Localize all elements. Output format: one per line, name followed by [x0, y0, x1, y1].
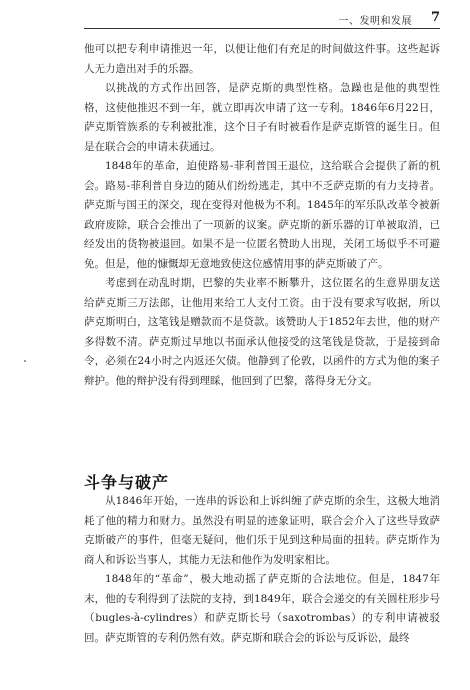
page-number: 7: [430, 10, 440, 25]
margin-mark: [24, 360, 26, 362]
section-heading: 斗争与破产: [84, 473, 170, 493]
paragraph: 1848年的“革命”，极大地动摇了萨克斯的合法地位。但是，1847年末，他的专利得到了法院的支持，到1849年，联合会递交的有关圆柱形步号（bugles-à-cylindres）和萨克斯长号（saxotrombas）的专利申请被驳回。萨克斯管的专利仍然有效。萨克斯和联合会的诉讼与反诉讼，最终: [84, 573, 440, 644]
section-text-block: [84, 492, 440, 648]
paragraph: 从1846年开始，一连串的诉讼和上诉纠缠了萨克斯的余生，这极大地消耗了他的精力和财力。虽然没有明显的迹象证明，联合会介入了这些导致萨克斯破产的事件，但毫无疑问，他们乐于见到这种局面的扭转。萨克斯作为商人和诉讼当事人，其能力无法和他作为发明家相比。: [84, 495, 440, 566]
top-text-block: [84, 40, 440, 391]
paragraph: 以挑战的方式作出回答，是萨克斯的典型性格。急躁也是他的典型性格，这使他推迟不到一年，就立即再次申请了这一专利。1846年6月22日，萨克斯管族系的专利被批准，这个日子有时被看作是萨克斯管的诞生日。但是在联合会的申请未获通过。: [84, 82, 440, 153]
header-rule: [84, 28, 440, 29]
running-head-section-title: 一、发明和发展: [338, 16, 412, 27]
running-head: [84, 10, 440, 26]
paragraph-continued: 他可以把专利申请推迟一年，以便让他们有充足的时间做这件事。这些起诉人无力造出对手的乐器。: [84, 43, 440, 75]
paragraph: 考虑到在动乱时期，巴黎的失业率不断攀升，这位匿名的生意界朋友送给萨克斯三万法郎，让他用来给工人支付工资。由于没有要求写收据，所以萨克斯明白，这笔钱是赠款而不是贷款。该赞助人于1852年去世，他的财产多得数不清。萨克斯过早地以书面承认他接受的这笔钱是贷款，于是接到命令，必须在24小时之内返还欠债。他静到了伦敦，以函件的方式为他的案子辩护。他的辩护没有得到理睬，他回到了巴黎，落得身无分文。: [84, 277, 440, 387]
paragraph: 1848年的革命，迫使路易-菲利普国王退位，这给联合会提供了新的机会。路易-菲利普自身边的随从们纷纷逃走，其中不乏萨克斯的有力支持者。萨克斯与国王的深交，现在变得对他极为不利。1845年的军乐队改革令被新政府废除，联合会推出了一项新的议案。萨克斯的新乐器的订单被取消，已经发出的货物被退回。如果不是一位匿名赞助人出现，关闭工场似乎不可避免。但是，他的慷慨却无意地致使这位感情用事的萨克斯破了产。: [84, 160, 440, 270]
